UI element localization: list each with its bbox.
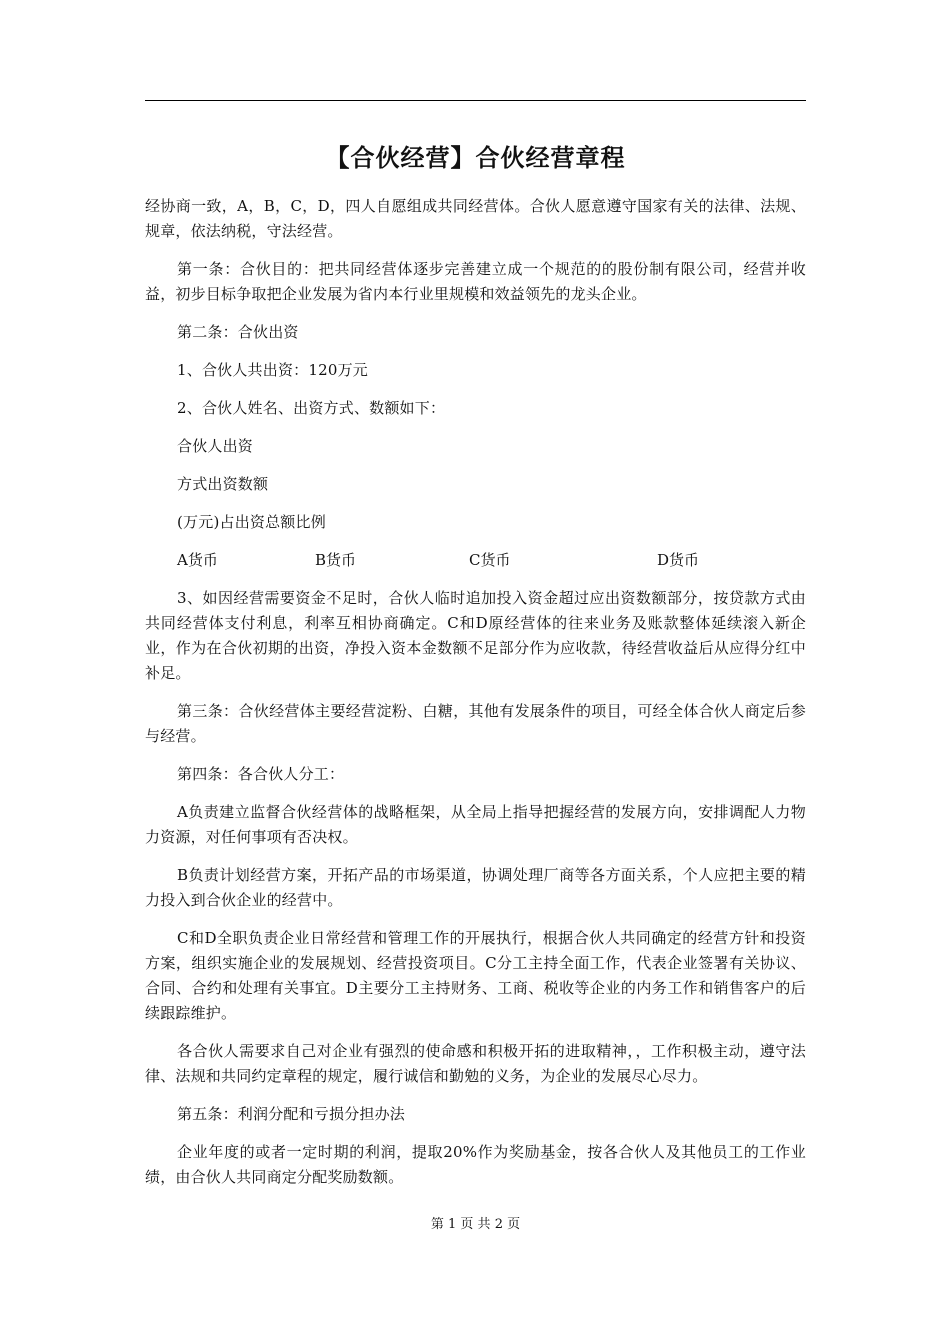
partner-cd-duty: C和D全职负责企业日常经营和管理工作的开展执行，根据合伙人共同确定的经营方针和投资方案，组织实施企业的发展规划、经营投资项目。C分工主持全面工作，代表企业签署有关协议、合同、合约和处理有关事宜。D主要分工主持财务、工商、税收等企业的内务工作和销售客户的后续跟踪维护。 (145, 929, 806, 1022)
capital-details-intro: 2、合伙人姓名、出资方式、数额如下： (177, 399, 446, 417)
page-footer: 第 1 页 共 2 页 (430, 1217, 521, 1232)
partner-c-currency: C货币 (469, 551, 511, 569)
partner-b-duty: B负责计划经营方案，开拓产品的市场渠道，协调处理厂商等各方面关系，个人应把主要的精力投入到合伙企业的经营中。 (145, 866, 806, 909)
partner-a-duty: A负责建立监督合伙经营体的战略框架，从全局上指导把握经营的发展方向，安排调配人力物力资源，对任何事项有否决权。 (145, 803, 806, 846)
table-header-line-1: 合伙人出资 (177, 437, 254, 455)
document-body (145, 194, 806, 1203)
partner-a-currency: A货币 (177, 551, 218, 569)
article-2-heading: 第二条：合伙出资 (177, 323, 299, 341)
article-5-heading: 第五条：利润分配和亏损分担办法 (177, 1105, 406, 1123)
currency-row (145, 548, 806, 573)
article-4-heading: 第四条：各合伙人分工： (177, 765, 345, 783)
partner-obligations: 各合伙人需要求自己对企业有强烈的使命感和积极开拓的进取精神，，工作积极主动，遵守法律、法规和共同约定章程的规定，履行诚信和勤勉的义务，为企业的发展尽心尽力。 (145, 1042, 806, 1085)
profit-distribution: 企业年度的或者一定时期的利润，提取20%作为奖励基金，按各合伙人及其他员工的工作业绩，由合伙人共同商定分配奖励数额。 (145, 1143, 806, 1186)
capital-total: 1、合伙人共出资：120万元 (177, 361, 368, 379)
capital-supplement: 3、如因经营需要资金不足时，合伙人临时追加投入资金超过应出资数额部分，按贷款方式由共同经营体支付利息，利率互相协商确定。C和D原经营体的往来业务及账款整体延续滚入新企业，作为在合伙初期的出资，净投入资本金数额不足部分作为应收款，待经营收益后从应得分红中补足。 (145, 589, 806, 682)
partner-d-currency: D货币 (657, 551, 700, 569)
intro-paragraph: 经协商一致，A，B，C，D，四人自愿组成共同经营体。合伙人愿意遵守国家有关的法律、法规、规章，依法纳税，守法经营。 (145, 197, 806, 240)
table-header-line-3: (万元)占出资总额比例 (177, 513, 326, 531)
article-1: 第一条：合伙目的：把共同经营体逐步完善建立成一个规范的的股份制有限公司，经营并收益，初步目标争取把企业发展为省内本行业里规模和效益领先的龙头企业。 (145, 260, 806, 303)
table-header-line-2: 方式出资数额 (177, 475, 269, 493)
partner-b-currency: B货币 (315, 551, 357, 569)
article-3: 第三条：合伙经营体主要经营淀粉、白糖，其他有发展条件的项目，可经全体合伙人商定后参与经营。 (145, 702, 806, 745)
document-title: 【合伙经营】合伙经营章程 (325, 144, 626, 172)
header-rule (145, 100, 806, 101)
